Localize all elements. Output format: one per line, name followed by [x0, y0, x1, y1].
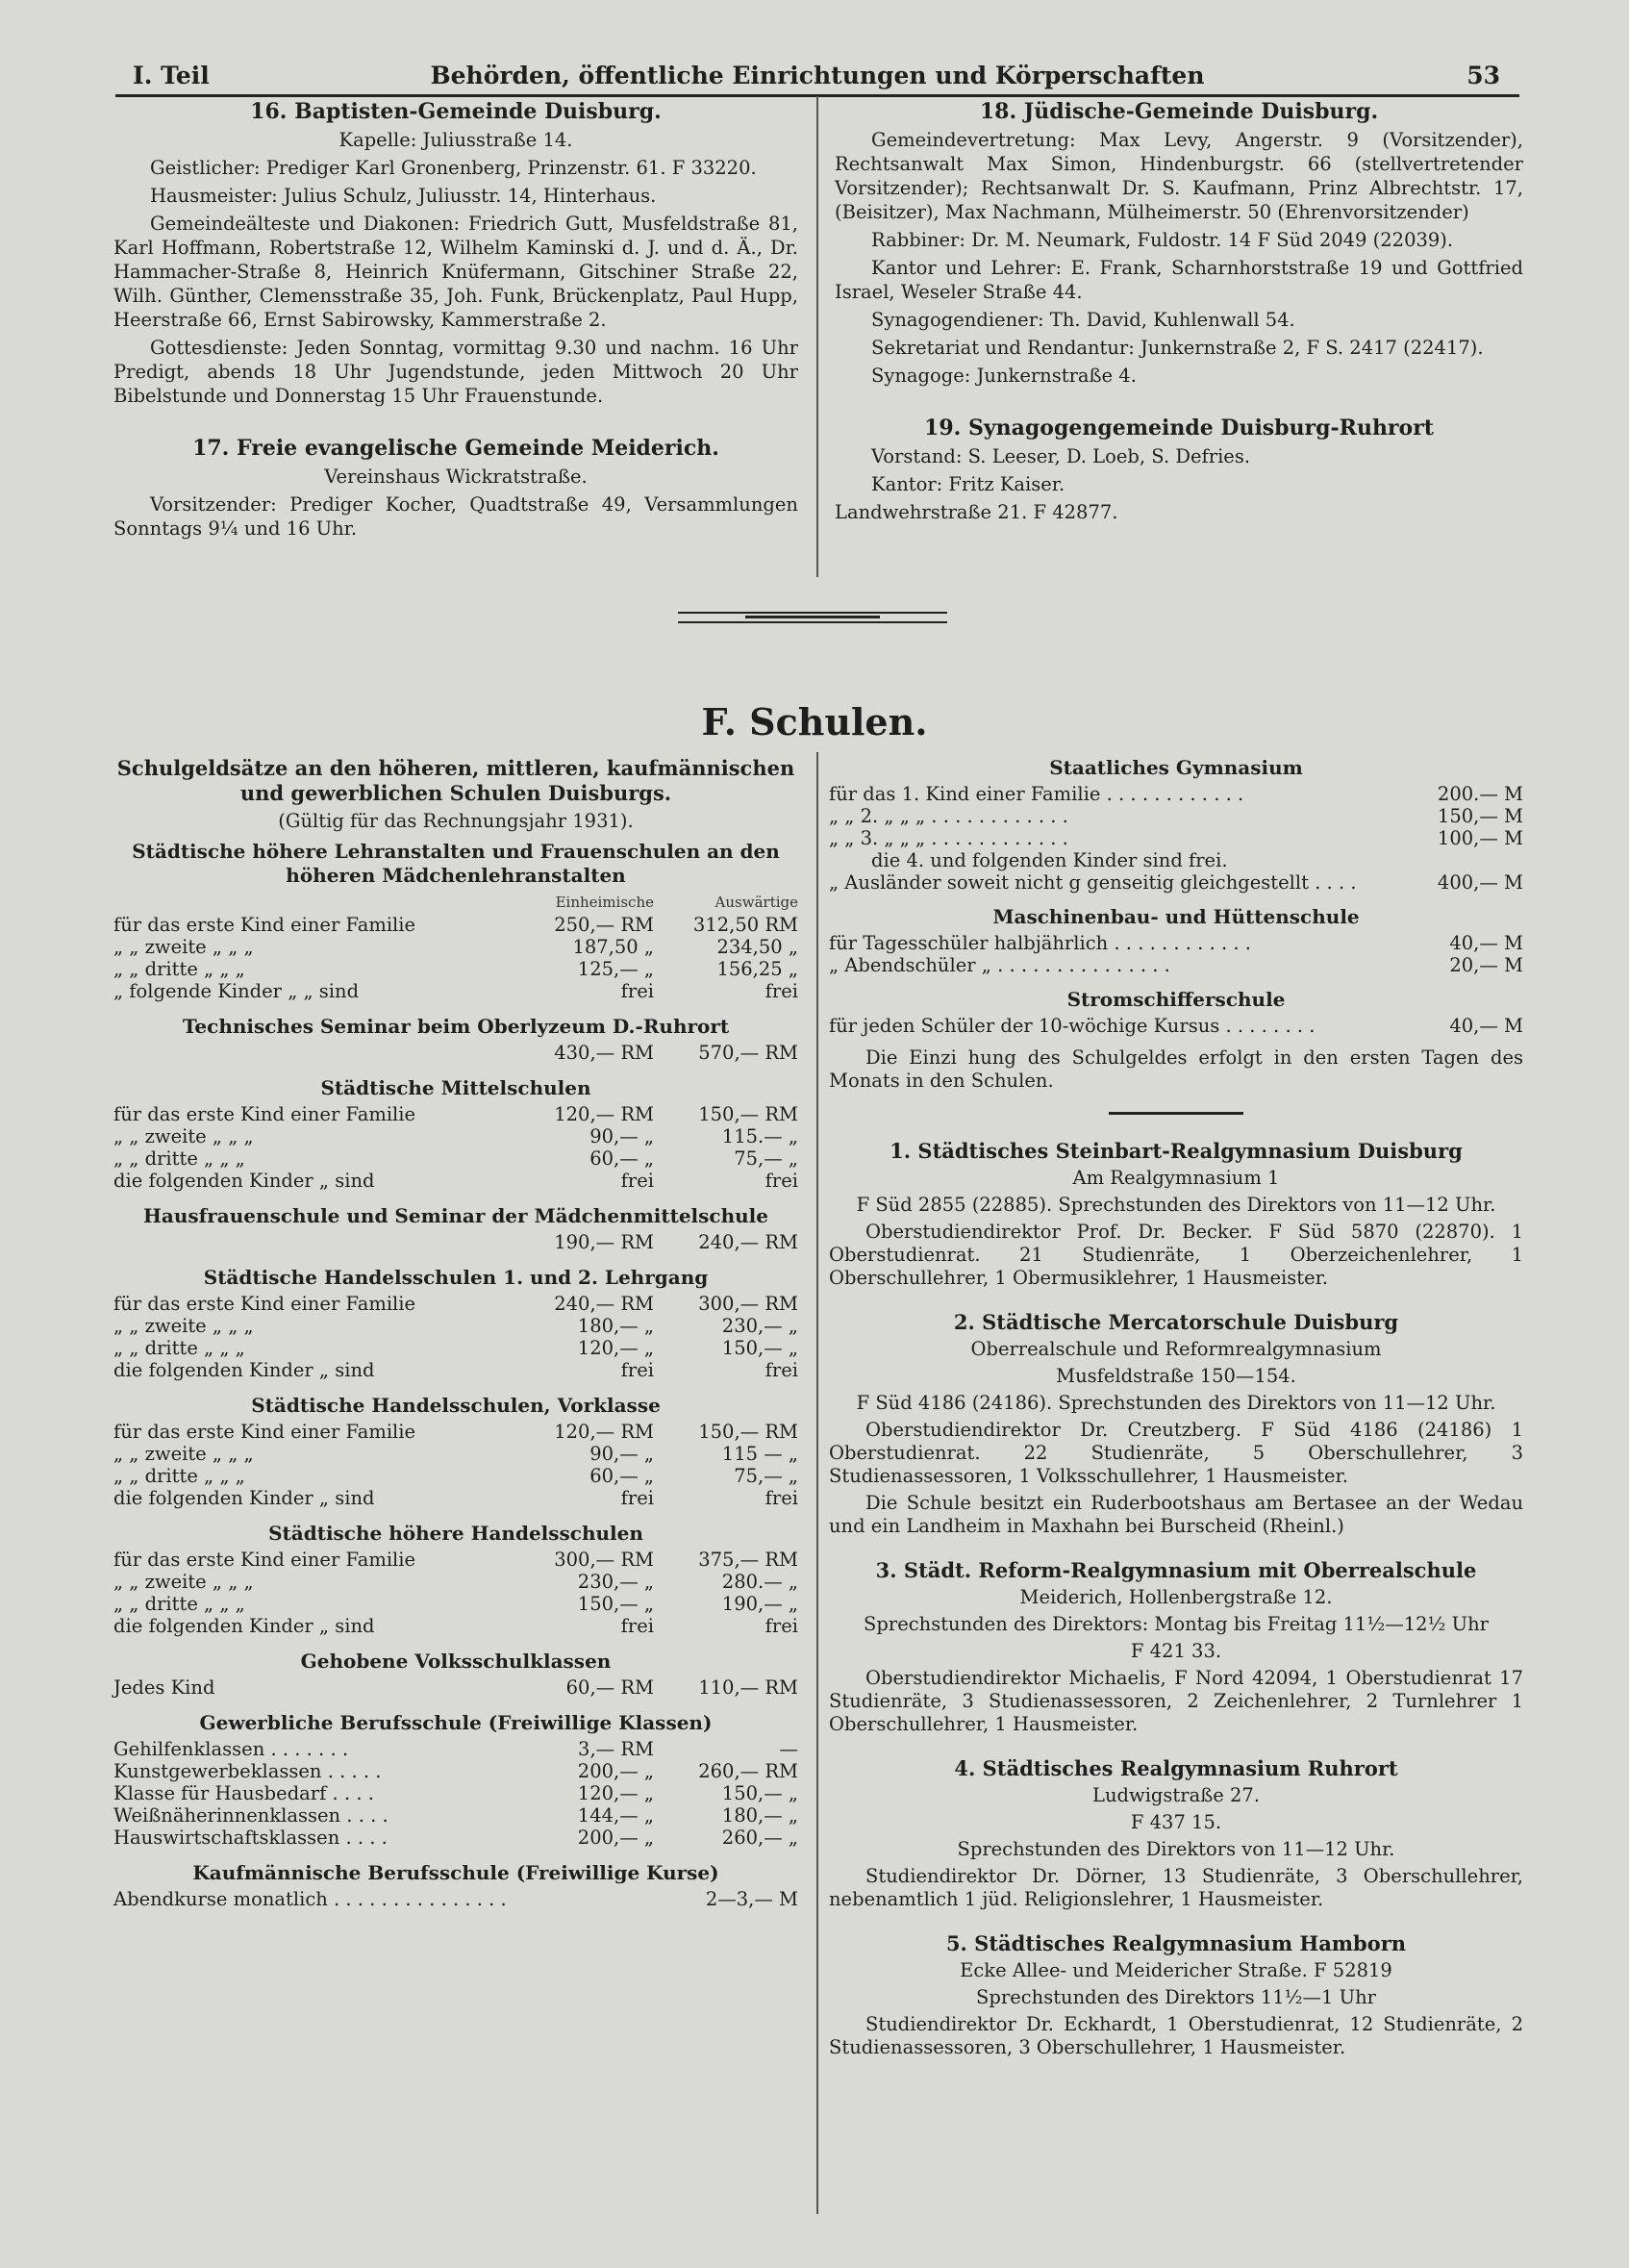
paragraph: Synagogendiener: Th. David, Kuhlenwall 54.: [871, 309, 1295, 331]
paragraph: Geistlicher: Prediger Karl Gronenberg, Prinzenstr. 61. F 33220.: [150, 157, 757, 179]
fee-table-volks: [113, 1676, 798, 1699]
school-line: F 421 33.: [1130, 1640, 1222, 1662]
table-row: für das erste Kind einer Familie 300,— RM 375,— RM: [113, 1549, 798, 1571]
table-row: für das erste Kind einer Familie 120,— RM 150,— RM: [113, 1103, 798, 1125]
table-row: für Tagesschüler halbjährlich . . . . . . . . . . . . 40,— M: [829, 932, 1523, 954]
school-line: Sprechstunden des Direktors von 11—12 Uhr.: [957, 1838, 1395, 1860]
table-row: für das 1. Kind einer Familie . . . . . . . . . . . . 200.— M: [829, 783, 1523, 805]
paragraph: Gottesdienste: Jeden Sonntag, vormittag 9.30 und nachm. 16 Uhr Predigt, abends 18 Uhr Jugendstunde, jeden Mittwoch 20 Uhr Bibelstunde und Donnerstag 15 Uhr Frauenstunde.: [113, 337, 798, 407]
table-row: Hauswirtschaftsklassen . . . . 200,— „ 260,— „: [113, 1827, 798, 1849]
school-line: Sprechstunden des Direktors 11½—1 Uhr: [976, 1986, 1376, 2008]
school-line: Oberrealschule und Reformrealgymnasium: [970, 1338, 1382, 1360]
right-top-column: [835, 100, 1523, 528]
school-line: Sprechstunden des Direktors: Montag bis Freitag 11½—12½ Uhr: [864, 1613, 1489, 1635]
table-row: „ „ dritte „ „ „ 120,— „ 150,— „: [113, 1337, 798, 1359]
table-row: „ Abendschüler „ . . . . . . . . . . . . . . . 20,— M: [829, 954, 1523, 976]
fee-group-title: Gehobene Volksschulklassen: [300, 1650, 612, 1673]
table-row: „ „ zweite „ „ „ 180,— „ 230,— „: [113, 1315, 798, 1337]
column-rule-top: [816, 96, 818, 577]
section-title-16: 16. Baptisten-Gemeinde Duisburg.: [250, 99, 662, 124]
paragraph: Synagoge: Junkernstraße 4.: [871, 365, 1137, 387]
table-row: die folgenden Kinder „ sind frei frei: [113, 1615, 798, 1637]
fee-table-handelhoeh: [113, 1549, 798, 1637]
paragraph: Kantor und Lehrer: E. Frank, Scharnhorststraße 19 und Gottfried Israel, Weseler Straße 44.: [835, 257, 1523, 303]
fee-group-title: Hausfrauenschule und Seminar der Mädchenmittelschule: [143, 1204, 768, 1227]
paragraph: Studiendirektor Dr. Dörner, 13 Studienräte, 3 Oberschullehrer, nebenamtlich 1 jüd. Religionslehrer, 1 Hausmeister.: [829, 1865, 1523, 1910]
section-f-title: F. Schulen.: [701, 700, 928, 743]
fee-table-gymnasium: [829, 783, 1523, 894]
fee-table-stromschiffer: [829, 1015, 1523, 1037]
fee-table-hoehere: [113, 892, 798, 1002]
school-line: Ecke Allee- und Meidericher Straße. F 52819: [960, 1959, 1392, 1981]
fee-group-title: Stromschifferschule: [1066, 988, 1286, 1011]
table-row: Weißnäherinnenklassen . . . . 144,— „ 180,— „: [113, 1804, 798, 1827]
column-rule-bottom: [816, 752, 818, 2214]
fee-group-title: Städtische Mittelschulen: [320, 1076, 591, 1099]
school-title: 2. Städtische Mercatorschule Duisburg: [953, 1310, 1399, 1334]
table-row: Klasse für Hausbedarf . . . . 120,— „ 150,— „: [113, 1782, 798, 1804]
section-title-18: 18. Jüdische-Gemeinde Duisburg.: [979, 99, 1379, 124]
fee-group-title: Kaufmännische Berufsschule (Freiwillige Kurse): [192, 1861, 719, 1884]
fee-group-title: Städtische Handelsschulen 1. und 2. Lehrgang: [203, 1266, 709, 1289]
school-line: F Süd 2855 (22885). Sprechstunden des Direktors von 11—12 Uhr.: [856, 1194, 1496, 1216]
table-row: 430,— RM 570,— RM: [554, 1042, 798, 1064]
fee-group-title: Staatliches Gymnasium: [1049, 756, 1303, 779]
table-row: die folgenden Kinder „ sind frei frei: [113, 1359, 798, 1381]
table-row: „ „ dritte „ „ „ 150,— „ 190,— „: [113, 1593, 798, 1615]
table-row: „ „ zweite „ „ „ 90,— „ 115.— „: [113, 1125, 798, 1147]
table-row: „ Ausländer soweit nicht g genseitig gleichgestellt . . . . 400,— M: [829, 871, 1523, 894]
paragraph: Die Schule besitzt ein Ruderbootshaus am Bertasee an der Wedau und ein Landheim in Maxhahn bei Burscheid (Rheinl.): [829, 1492, 1523, 1537]
school-line: Am Realgymnasium 1: [1072, 1167, 1280, 1189]
left-top-column: [113, 100, 798, 544]
fee-table-mittel: [113, 1103, 798, 1192]
paragraph: Oberstudiendirektor Michaelis, F Nord 42094, 1 Oberstudienrat 17 Studienräte, 3 Studienassessoren, 2 Zeichenlehrer, 2 Turnlehrer 1 Oberschullehrer, 1 Hausmeister.: [829, 1667, 1523, 1735]
fee-group-title: Technisches Seminar beim Oberlyzeum D.-Ruhrort: [182, 1015, 730, 1038]
paragraph: Gemeindeälteste und Diakonen: Friedrich Gutt, Musfeldstraße 81, Karl Hoffmann, Robertstraße 12, Wilhelm Kaminski d. J. und d. Ä., Dr. Hammacher-Straße 8, Heinrich Knüfermann, Gitschiner Straße 22, Wilh. Günther, Clemensstraße 35, Joh. Funk, Brückenplatz, Paul Hupp, Heerstraße 66, Ernst Sabirowsky, Kammerstraße 2.: [113, 213, 798, 331]
page-number: 53: [1466, 62, 1500, 89]
school-title: 4. Städtisches Realgymnasium Ruhrort: [954, 1756, 1398, 1780]
fee-table-hausfrauen: [113, 1231, 798, 1253]
school-line: Ludwigstraße 27.: [1092, 1784, 1260, 1806]
school-line: F 437 15.: [1130, 1811, 1222, 1833]
paragraph: Sekretariat und Rendantur: Junkernstraße 2, F S. 2417 (22417).: [871, 337, 1484, 359]
table-row: 190,— RM 240,— RM: [554, 1231, 798, 1253]
table-row: „ „ zweite „ „ „ 90,— „ 115 — „: [113, 1443, 798, 1465]
paragraph: Die Einzi hung des Schulgeldes erfolgt in den ersten Tagen des Monats in den Schulen.: [829, 1046, 1523, 1092]
school-line: Meiderich, Hollenbergstraße 12.: [1019, 1586, 1333, 1608]
fee-table-seminar: [113, 1042, 798, 1064]
column-header: Einheimische: [555, 894, 654, 911]
school-title: 1. Städtisches Steinbart-Realgymnasium Duisburg: [890, 1139, 1463, 1163]
school-title: 5. Städtisches Realgymnasium Hamborn: [945, 1931, 1407, 1955]
fee-table-maschinenbau: [829, 932, 1523, 976]
fee-table-kaufm: [113, 1888, 798, 1910]
table-row: „ „ zweite „ „ „ 187,50 „ 234,50 „: [113, 936, 798, 958]
table-row: für jeden Schüler der 10-wöchige Kursus . . . . . . . . 40,— M: [829, 1015, 1523, 1037]
table-row: Jedes Kind 60,— RM 110,— RM: [113, 1676, 798, 1699]
paragraph: Vorstand: S. Leeser, D. Loeb, S. Defries.: [871, 445, 1251, 467]
fees-validity: (Gültig für das Rechnungsjahr 1931).: [278, 810, 634, 832]
fee-group-title: Städtische Handelsschulen, Vorklasse: [251, 1394, 661, 1417]
paragraph: Oberstudiendirektor Dr. Creutzberg. F Süd 4186 (24186) 1 Oberstudienrat. 22 Studienräte, 5 Oberschullehrer, 3 Studienassessoren, 1 Volksschullehrer, 1 Hausmeister.: [829, 1419, 1523, 1487]
table-row: „ „ dritte „ „ „ 60,— „ 75,— „: [113, 1465, 798, 1487]
table-row: Gehilfenklassen . . . . . . . 3,— RM —: [113, 1738, 798, 1760]
table-row: für das erste Kind einer Familie 240,— RM 300,— RM: [113, 1293, 798, 1315]
fee-table-gewerb: [113, 1738, 798, 1849]
paragraph: Rabbiner: Dr. M. Neumark, Fuldostr. 14 F Süd 2049 (22039).: [871, 229, 1454, 251]
fees-column: [113, 756, 798, 1914]
schools-column: [829, 756, 1523, 2063]
paragraph: Landwehrstraße 21. F 42877.: [835, 501, 1118, 523]
fees-title: Schulgeldsätze an den höheren, mittleren, kaufmännischen und gewerblichen Schulen Duisburgs.: [116, 756, 795, 805]
school-line: Musfeldstraße 150—154.: [1056, 1365, 1296, 1387]
table-row: Kunstgewerbeklassen . . . . . 200,— „ 260,— RM: [113, 1760, 798, 1782]
table-row: Abendkurse monatlich . . . . . . . . . . . . . . . 2—3,— M: [113, 1888, 798, 1910]
school-line: F Süd 4186 (24186). Sprechstunden des Direktors von 11—12 Uhr.: [856, 1392, 1496, 1414]
paragraph: Kantor: Fritz Kaiser.: [871, 473, 1065, 495]
fee-group-title: Städtische höhere Handelsschulen: [268, 1522, 643, 1545]
school-title: 3. Städt. Reform-Realgymnasium mit Oberrealschule: [875, 1558, 1477, 1582]
paragraph: Hausmeister: Julius Schulz, Juliusstr. 14, Hinterhaus.: [150, 185, 657, 207]
table-row: für das erste Kind einer Familie 250,— RM 312,50 RM: [113, 914, 798, 936]
paragraph: Gemeindevertretung: Max Levy, Angerstr. 9 (Vorsitzender), Rechtsanwalt Max Simon, Hindenburgstr. 66 (stellvertretender Vorsitzender); Rechtsanwalt Dr. S. Kaufmann, Prinz Albrechtstr. 17, (Beisitzer), Max Nachmann, Mülheimerstr. 50 (Ehrenvorsitzender): [835, 129, 1523, 223]
table-row: „ „ dritte „ „ „ 60,— „ 75,— „: [113, 1147, 798, 1170]
column-header: Auswärtige: [714, 894, 798, 911]
fee-group-title: Maschinenbau- und Hüttenschule: [992, 905, 1360, 928]
table-row: „ folgende Kinder „ „ sind frei frei: [113, 980, 798, 1002]
fee-table-handel12: [113, 1293, 798, 1381]
table-row: die folgenden Kinder „ sind frei frei: [113, 1170, 798, 1192]
table-row: „ „ 3. „ „ „ . . . . . . . . . . . . 100,— M: [829, 827, 1523, 849]
section-sub-16: Kapelle: Juliusstraße 14.: [338, 129, 573, 151]
table-row: die 4. und folgenden Kinder sind frei.: [871, 849, 1228, 871]
paragraph: Vorsitzender: Prediger Kocher, Quadtstraße 49, Versammlungen Sonntags 9¼ und 16 Uhr.: [113, 493, 798, 540]
table-row: „ „ zweite „ „ „ 230,— „ 280.— „: [113, 1571, 798, 1593]
table-row: für das erste Kind einer Familie 120,— RM 150,— RM: [113, 1421, 798, 1443]
section-divider: [678, 612, 947, 623]
fee-table-handelvor: [113, 1421, 798, 1509]
divider-rule: [1109, 1112, 1243, 1115]
paragraph: Studiendirektor Dr. Eckhardt, 1 Oberstudienrat, 12 Studienräte, 2 Studienassessoren, 3 Oberschullehrer, 1 Hausmeister.: [829, 2013, 1523, 2058]
fee-group-title: Städtische höhere Lehranstalten und Frauenschulen an den höheren Mädchenlehranstalten: [132, 840, 780, 887]
section-title-17: 17. Freie evangelische Gemeinde Meiderich.: [192, 436, 719, 461]
fee-group-title: Gewerbliche Berufsschule (Freiwillige Klassen): [199, 1711, 713, 1734]
section-sub-17: Vereinshaus Wickratstraße.: [324, 466, 588, 488]
paragraph: Oberstudiendirektor Prof. Dr. Becker. F Süd 5870 (22870). 1 Oberstudienrat. 21 Studienräte, 1 Oberzeichenlehrer, 1 Oberschullehrer, 1 Obermusiklehrer, 1 Hausmeister.: [829, 1221, 1523, 1289]
section-title-19: 19. Synagogengemeinde Duisburg-Ruhrort: [924, 416, 1434, 441]
running-header: [115, 56, 1519, 97]
table-row: die folgenden Kinder „ sind frei frei: [113, 1487, 798, 1509]
table-row: „ „ 2. „ „ „ . . . . . . . . . . . . 150,— M: [829, 805, 1523, 827]
table-row: „ „ dritte „ „ „ 125,— „ 156,25 „: [113, 958, 798, 980]
header-part: I. Teil: [133, 62, 210, 89]
header-title: Behörden, öffentliche Einrichtungen und Körperschaften: [430, 62, 1205, 89]
